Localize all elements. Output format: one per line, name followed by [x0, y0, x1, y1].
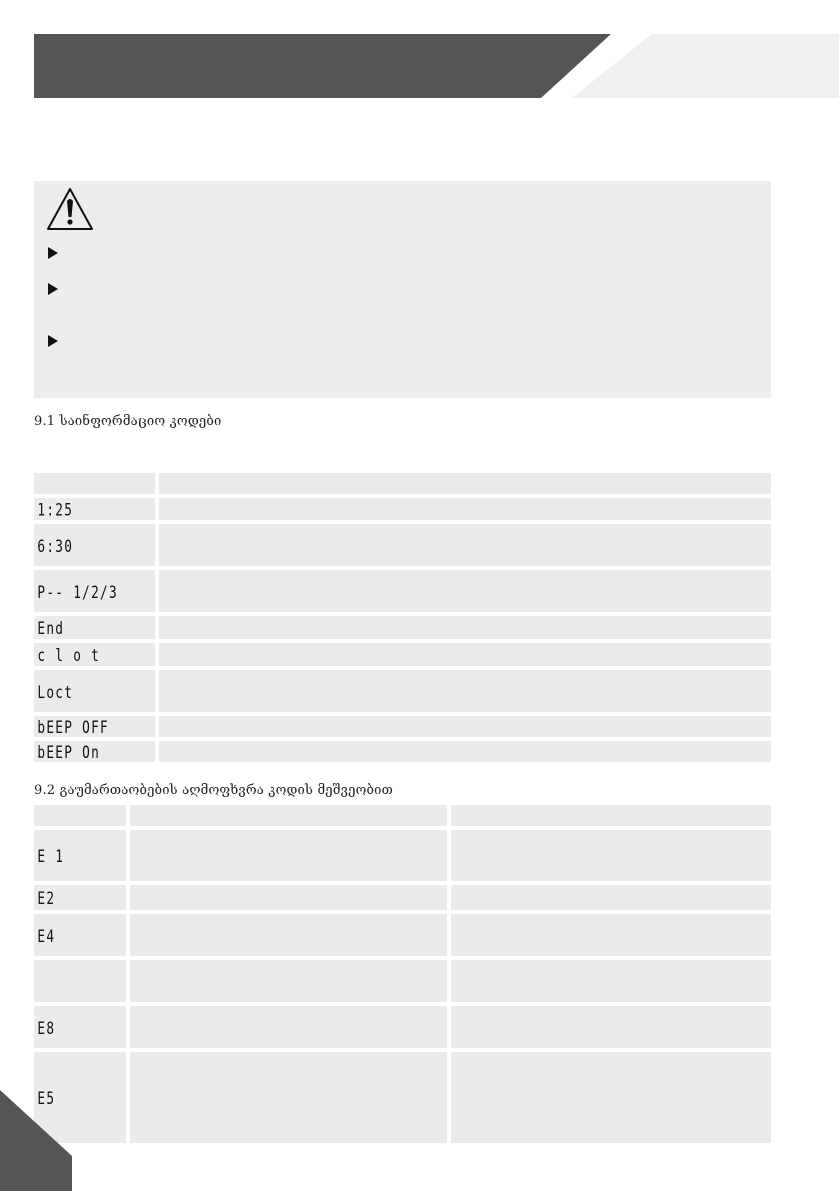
display-code: c l o t — [37, 644, 101, 666]
table-row — [34, 498, 771, 524]
display-code: 1:25 — [37, 499, 74, 520]
table-row — [34, 524, 771, 570]
error-code: E2 — [37, 887, 56, 909]
display-code: bEEP On — [37, 741, 101, 763]
table-row — [34, 1006, 771, 1052]
table-row — [34, 670, 771, 716]
bullet-play-icon — [48, 283, 58, 295]
info-codes-table — [34, 473, 771, 766]
table-row — [34, 960, 771, 1006]
section-title-troubleshooting: 9.2 გაუმართაობების აღმოფხვრა კოდის მეშვეობით — [34, 783, 394, 798]
table-header-row — [34, 473, 771, 498]
error-code: E 1 — [37, 845, 65, 867]
display-code: End — [37, 617, 65, 639]
error-code: E4 — [37, 925, 56, 946]
error-codes-table — [34, 805, 771, 1147]
table-row — [34, 616, 771, 643]
display-code: Loct — [37, 681, 74, 702]
table-header-row — [34, 805, 771, 830]
error-code: E5 — [37, 1087, 56, 1109]
page-corner-tab — [0, 1087, 80, 1191]
bullet-play-icon — [48, 247, 58, 259]
section-title-info-codes: 9.1 საინფორმაციო კოდები — [34, 414, 222, 429]
table-row — [34, 741, 771, 766]
exclamation-triangle-icon — [45, 186, 95, 232]
error-code: E8 — [37, 1017, 56, 1038]
table-row — [34, 830, 771, 885]
table-row — [34, 570, 771, 616]
display-code: 6:30 — [37, 535, 74, 556]
warning-box — [34, 181, 771, 398]
display-code: P-- 1/2/3 — [37, 581, 118, 602]
table-row — [34, 885, 771, 914]
table-row — [34, 914, 771, 960]
table-row — [34, 716, 771, 741]
bullet-play-icon — [48, 335, 58, 347]
table-row — [34, 643, 771, 670]
header-banner — [0, 0, 839, 110]
table-row — [34, 1052, 771, 1147]
display-code: bEEP OFF — [37, 716, 110, 738]
